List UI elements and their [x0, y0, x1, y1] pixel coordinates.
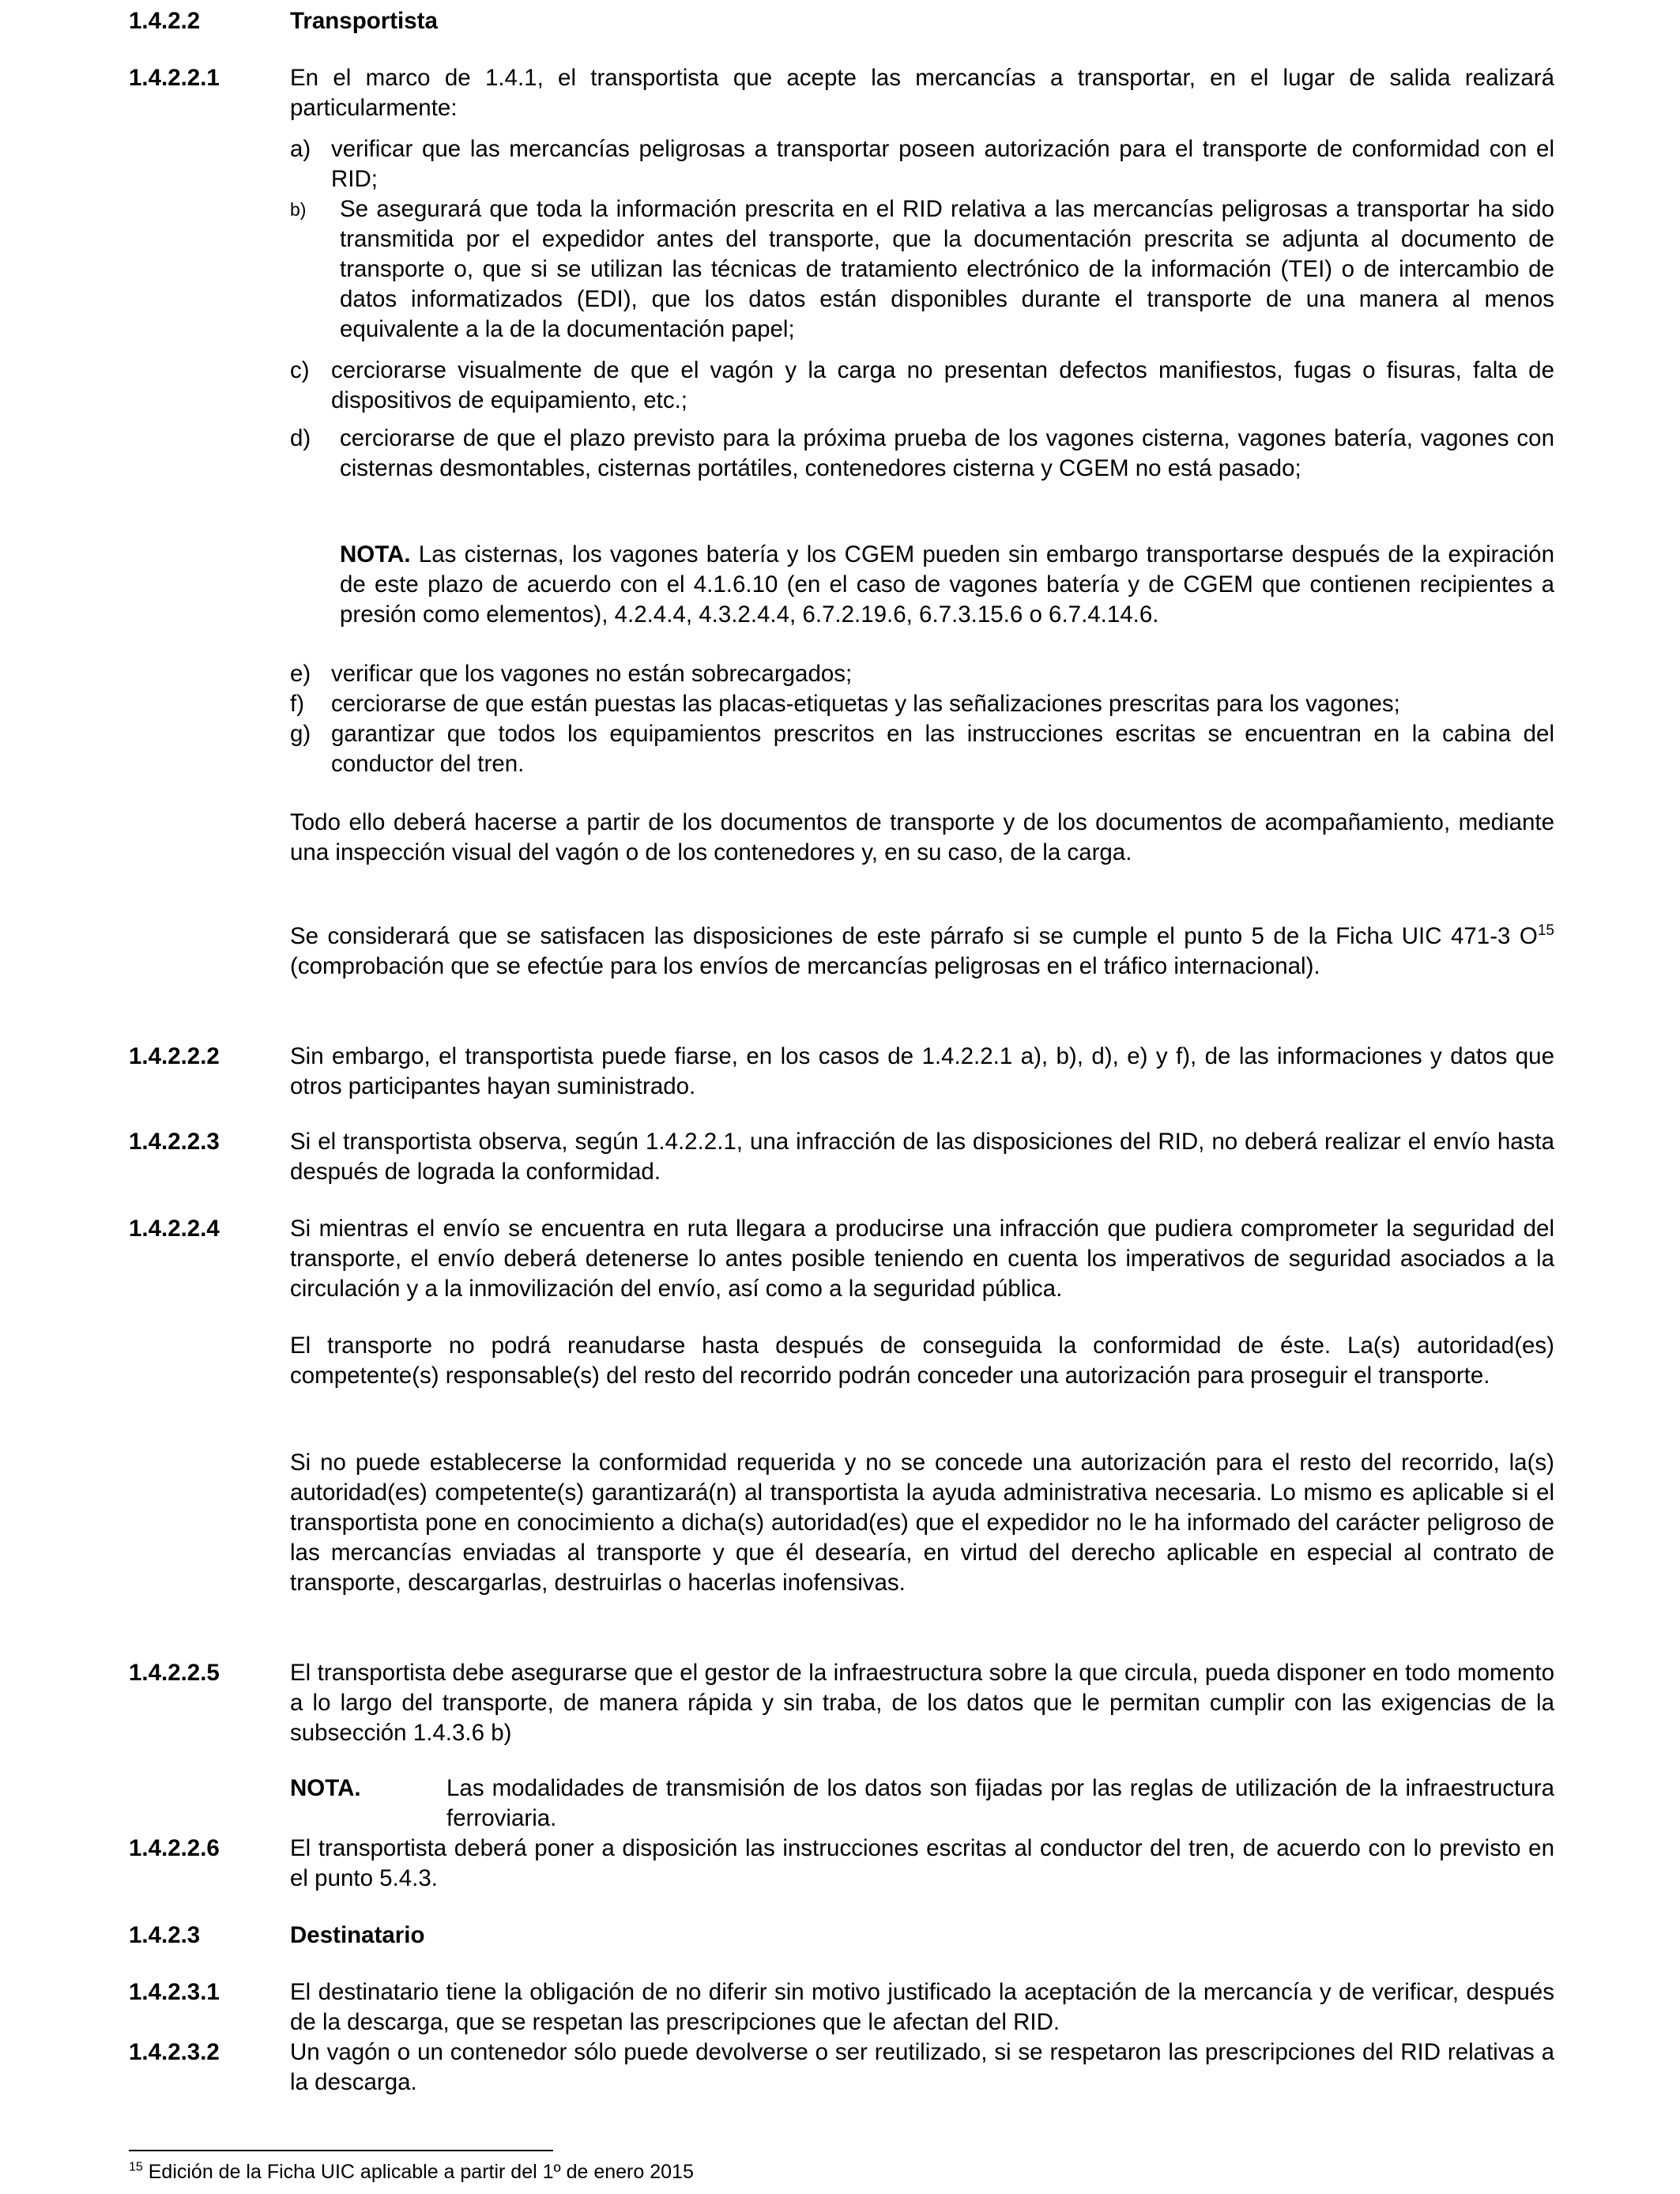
list-item-tag: f) — [290, 691, 305, 717]
list-item-text: cerciorarse de que están puestas las placas-etiquetas y las señalizaciones prescritas para los vagones; — [331, 691, 1400, 717]
paragraph-text — [290, 922, 1554, 982]
footnote-text: Edición de la Ficha UIC aplicable a partir del 1º de enero 2015 — [142, 2161, 694, 2183]
list-item-tag: d) — [290, 425, 311, 451]
paragraph-number: 1.4.2.2.6 — [129, 1835, 220, 1861]
paragraph-text: Todo ello deberá hacerse a partir de los documentos de transporte y de los documentos de acompañamiento, mediante una inspección visual del vagón o de los contenedores y, en su caso, de la carga. — [290, 809, 1554, 865]
paragraph-number: 1.4.2.3.2 — [129, 2039, 220, 2065]
list-item — [290, 689, 1554, 719]
list-item-text: verificar que los vagones no están sobrecargados; — [331, 661, 853, 687]
paragraph-number: 1.4.2.2.4 — [129, 1216, 220, 1242]
list-item-tag: g) — [290, 721, 311, 747]
paragraph-text: Si no puede establecerse la conformidad requerida y no se concede una autorización para el resto del recorrido, la(s) autoridad(es) competente(s) garantizará(n) al transportista la ayuda administrativa necesaria. Lo mismo es aplicable si el transportista pone en conocimiento a dicha(s) autoridad(es) que el expedidor no le ha informado del carácter peligroso de las mercancías enviadas al transporte y que él desearía, en virtud del derecho aplicable en especial al contrato de transporte, descargarlas, destruirlas o hacerlas inofensivas. — [290, 1449, 1554, 1596]
note-text: Las cisternas, los vagones batería y los CGEM pueden sin embargo transportarse después de la expiración de este plazo de acuerdo con el 4.1.6.10 (en el caso de vagones batería y de CGEM que contienen recipientes a presión como elementos), 4.2.4.4, 4.3.2.4.4, 6.7.2.19.6, 6.7.3.15.6 o 6.7.4.14.6. — [340, 541, 1554, 628]
note-label: NOTA. — [290, 1775, 361, 1801]
list-item-tag: e) — [290, 661, 311, 687]
paragraph-number: 1.4.2.3.1 — [129, 1979, 220, 2005]
footnote-ref[interactable]: 15 — [1537, 922, 1554, 940]
note-label: NOTA. — [340, 541, 411, 567]
footnote-separator — [129, 2150, 553, 2151]
list-item — [290, 424, 1554, 484]
list-item — [290, 134, 1554, 194]
section-number: 1.4.2.3 — [129, 1922, 201, 1948]
footnote — [129, 2159, 694, 2185]
note — [340, 540, 1554, 630]
paragraph-text-part: Se considerará que se satisfacen las disposiciones de este párrafo si se cumple el punto 5 de la Ficha UIC 471-3 O — [290, 923, 1538, 949]
list-item — [290, 356, 1554, 416]
list-item-text: cerciorarse de que el plazo previsto para la próxima prueba de los vagones cisterna, vagones batería, vagones con cisternas desmontables, cisternas portátiles, contenedores cisterna y CGEM no está pasado; — [340, 425, 1554, 481]
list-item-tag: b) — [290, 199, 307, 220]
list-item-text: garantizar que todos los equipamientos prescritos en las instrucciones escritas se encuentran en la cabina del conductor del tren. — [331, 721, 1554, 777]
section-title: Destinatario — [290, 1922, 425, 1948]
paragraph-text: El transportista debe asegurarse que el gestor de la infraestructura sobre la que circula, pueda disponer en todo momento a lo largo del transporte, de manera rápida y sin traba, de los datos que le permitan cumplir con las exigencias de la subsección 1.4.3.6 b) — [290, 1660, 1554, 1746]
paragraph-text: Un vagón o un contenedor sólo puede devolverse o ser reutilizado, si se respetaron las prescripciones del RID relativas a la descarga. — [290, 2039, 1554, 2095]
paragraph-text: Sin embargo, el transportista puede fiarse, en los casos de 1.4.2.2.1 a), b), d), e) y f), de las informaciones y datos que otros participantes hayan suministrado. — [290, 1043, 1554, 1099]
paragraph-text: Si mientras el envío se encuentra en ruta llegara a producirse una infracción que pudiera comprometer la seguridad del transporte, el envío deberá detenerse lo antes posible teniendo en cuenta los imperativos de seguridad asociados a la circulación y a la inmovilización del envío, así como a la seguridad pública. — [290, 1216, 1554, 1302]
list-item-tag: a) — [290, 136, 311, 162]
paragraph-text: El destinatario tiene la obligación de no diferir sin motivo justificado la aceptación de la mercancía y de verificar, después de la descarga, que se respetan las prescripciones que le afectan del RID. — [290, 1979, 1554, 2035]
list-item — [290, 194, 1554, 345]
paragraph-text: El transportista deberá poner a disposición las instrucciones escritas al conductor del tren, de acuerdo con lo previsto en el punto 5.4.3. — [290, 1835, 1554, 1891]
paragraph-text: En el marco de 1.4.1, el transportista que acepte las mercancías a transportar, en el lugar de salida realizará particularmente: — [290, 65, 1554, 121]
list-item — [290, 659, 1554, 689]
paragraph-number: 1.4.2.2.2 — [129, 1043, 220, 1069]
list-item-text: verificar que las mercancías peligrosas a transportar poseen autorización para el transporte de conformidad con el RID; — [331, 136, 1554, 192]
paragraph-text: El transporte no podrá reanudarse hasta después de conseguida la conformidad de éste. La(s) autoridad(es) competente(s) responsable(s) del resto del recorrido podrán conceder una autorización para proseguir el transporte. — [290, 1333, 1554, 1389]
note-text: Las modalidades de transmisión de los datos son fijadas por las reglas de utilización de la infraestructura ferroviaria. — [446, 1775, 1554, 1831]
section-title: Transportista — [290, 8, 438, 34]
paragraph-text: Si el transportista observa, según 1.4.2.2.1, una infracción de las disposiciones del RID, no deberá realizar el envío hasta después de lograda la conformidad. — [290, 1129, 1554, 1185]
paragraph-number: 1.4.2.2.3 — [129, 1129, 220, 1155]
footnote-marker: 15 — [129, 2160, 143, 2174]
list-item-text: cerciorarse visualmente de que el vagón y la carga no presentan defectos manifiestos, fugas o fisuras, falta de dispositivos de equipamiento, etc.; — [331, 357, 1554, 413]
section-number: 1.4.2.2 — [129, 8, 201, 34]
paragraph-text-part: (comprobación que se efectúe para los envíos de mercancías peligrosas en el tráfico internacional). — [290, 953, 1320, 979]
list-item-text: Se asegurará que toda la información prescrita en el RID relativa a las mercancías peligrosas a transportar ha sido transmitida por el expedidor antes del transporte, que la documentación prescrita se adjunta al documento de transporte o, que si se utilizan las técnicas de tratamiento electrónico de la información (TEI) o de intercambio de datos informatizados (EDI), que los datos están disponibles durante el transporte de una manera al menos equivalente a la de la documentación papel; — [340, 196, 1554, 342]
list-item-tag: c) — [290, 357, 310, 383]
list-item — [290, 719, 1554, 779]
paragraph-number: 1.4.2.2.1 — [129, 65, 220, 91]
paragraph-number: 1.4.2.2.5 — [129, 1660, 220, 1686]
